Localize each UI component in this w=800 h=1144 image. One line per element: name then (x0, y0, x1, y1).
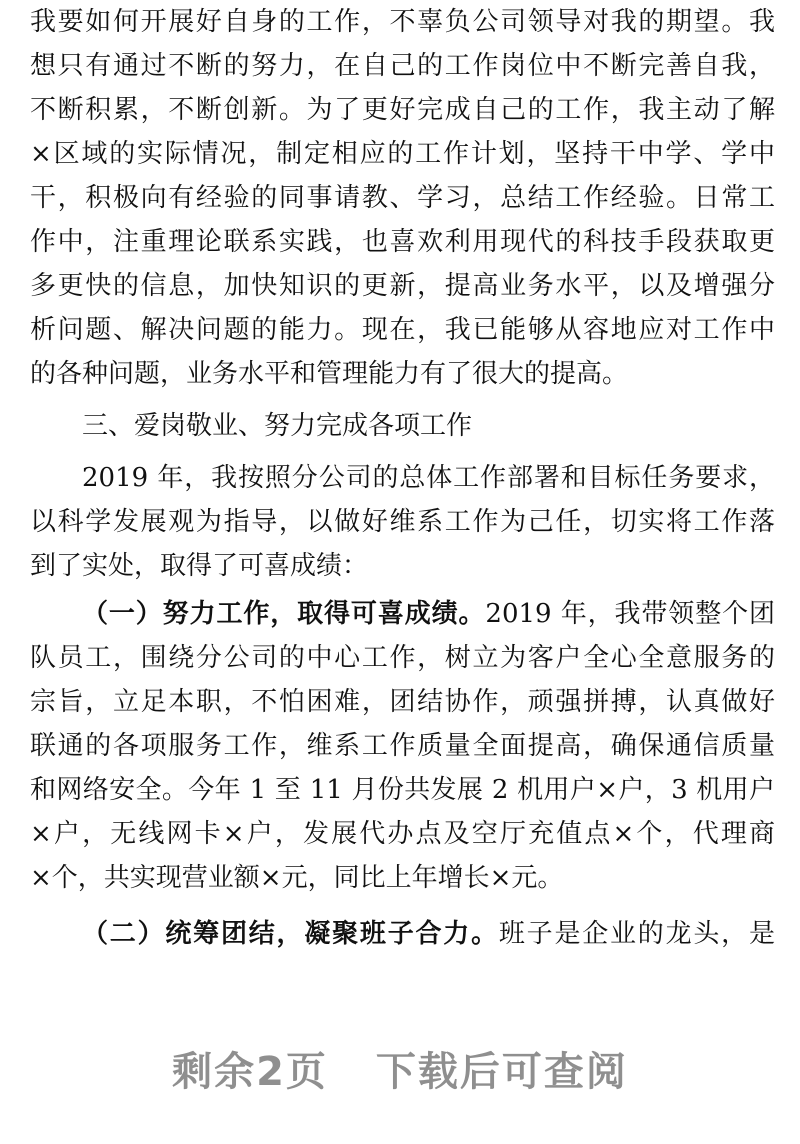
body-line: ×区域的实际情况，制定相应的工作计划，坚持干中学、学中 (30, 139, 775, 169)
body-line: 和网络安全。今年 1 至 11 月份共发展 2 机用户×户，3 机用户 (30, 775, 775, 805)
section-heading: 三、爱岗敬业、努力完成各项工作 (82, 411, 473, 441)
body-line: ×户，无线网卡×户，发展代办点及空厅充值点×个，代理商 (30, 819, 775, 849)
body-line: 多更快的信息，加快知识的更新，提高业务水平，以及增强分 (30, 271, 775, 301)
body-line: 队员工，围绕分公司的中心工作，树立为客户全心全意服务的 (30, 643, 775, 673)
body-line: 联通的各项服务工作，维系工作质量全面提高，确保通信质量 (30, 731, 775, 761)
item-heading-line (82, 912, 775, 956)
body-line: ×个，共实现营业额×元，同比上年增长×元。 (30, 863, 564, 893)
download-banner[interactable] (0, 1040, 800, 1100)
item-text: 2019 年，我带领整个团 (485, 599, 775, 629)
body-line: 析问题、解决问题的能力。现在，我已能够从容地应对工作中 (30, 315, 775, 345)
body-line: 宗旨，立足本职，不怕困难，团结协作，顽强拼搏，认真做好 (30, 687, 775, 717)
item-heading: （二）统筹团结，凝聚班子合力。 (82, 919, 499, 949)
item-heading-line (82, 592, 775, 636)
body-line: 到了实处，取得了可喜成绩： (30, 551, 369, 581)
download-to-view-text[interactable]: 下载后可查阅 (375, 1049, 628, 1095)
body-line: 干，积极向有经验的同事请教、学习，总结工作经验。日常工 (30, 183, 775, 213)
body-line: 2019 年，我按照分公司的总体工作部署和目标任务要求， (82, 463, 775, 493)
body-line: 的各种问题，业务水平和管理能力有了很大的提高。 (30, 359, 629, 389)
body-line: 想只有通过不断的努力，在自己的工作岗位中不断完善自我， (30, 51, 775, 81)
body-line: 我要如何开展好自身的工作，不辜负公司领导对我的期望。我 (30, 7, 775, 37)
remaining-pages-text: 剩余2页 (172, 1049, 328, 1095)
item-text: 班子是企业的龙头，是 (498, 919, 775, 949)
body-line: 作中，注重理论联系实践，也喜欢利用现代的科技手段获取更 (30, 227, 775, 257)
item-heading: （一）努力工作，取得可喜成绩。 (82, 599, 486, 629)
body-line: 不断积累，不断创新。为了更好完成自己的工作，我主动了解 (30, 95, 775, 125)
body-line: 以科学发展观为指导，以做好维系工作为己任，切实将工作落 (30, 507, 775, 537)
